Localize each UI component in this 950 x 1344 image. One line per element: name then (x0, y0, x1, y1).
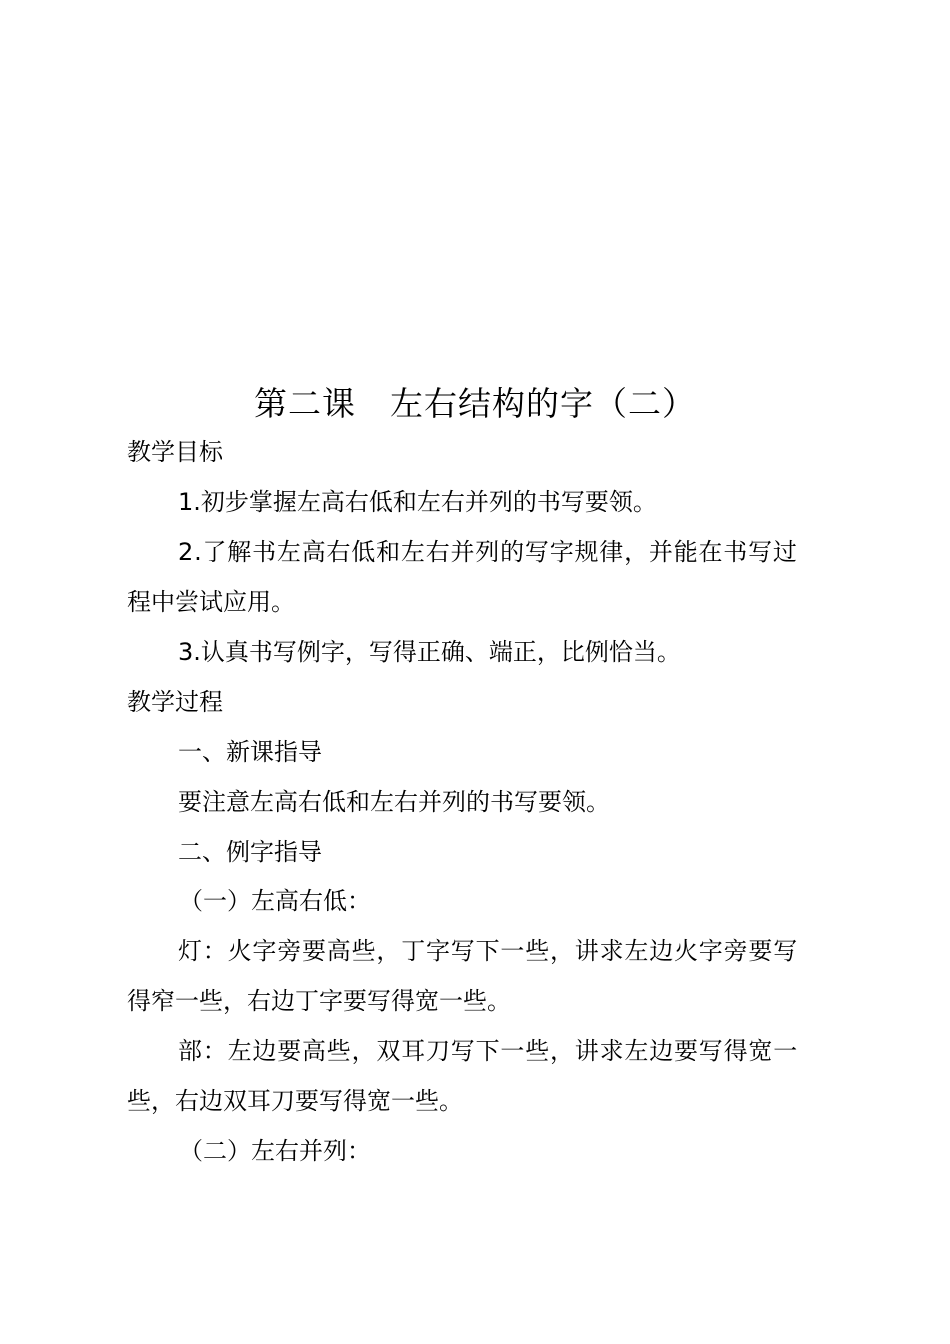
goal-item-3: 3.认真书写例字，写得正确、端正，比例恰当。 (178, 638, 681, 666)
example-bu-continued: 些，右边双耳刀要写得宽一些。 (127, 1087, 463, 1115)
subheading-left-high-right-low: （一）左高右低： (179, 887, 371, 915)
example-bu: 部：左边要高些，双耳刀写下一些，讲求左边要写得宽一 (178, 1037, 798, 1065)
subheading-left-right-parallel: （二）左右并列： (179, 1137, 371, 1165)
example-deng: 灯：火字旁要高些，丁字写下一些，讲求左边火字旁要写 (178, 937, 798, 965)
goal-item-1: 1.初步掌握左高右低和左右并列的书写要领。 (178, 488, 657, 516)
section-heading-goals: 教学目标 (127, 438, 223, 466)
page-title: 第二课 左右结构的字（二） (254, 384, 696, 423)
section-heading-process: 教学过程 (127, 688, 223, 716)
goal-item-2: 2.了解书左高右低和左右并列的写字规律，并能在书写过 (178, 538, 798, 566)
subheading-new-lesson: 一、新课指导 (178, 738, 322, 766)
goal-item-2-continued: 程中尝试应用。 (127, 588, 295, 616)
paragraph-new-lesson: 要注意左高右低和左右并列的书写要领。 (178, 788, 610, 816)
subheading-examples: 二、例字指导 (178, 838, 322, 866)
example-deng-continued: 得窄一些，右边丁字要写得宽一些。 (127, 987, 511, 1015)
